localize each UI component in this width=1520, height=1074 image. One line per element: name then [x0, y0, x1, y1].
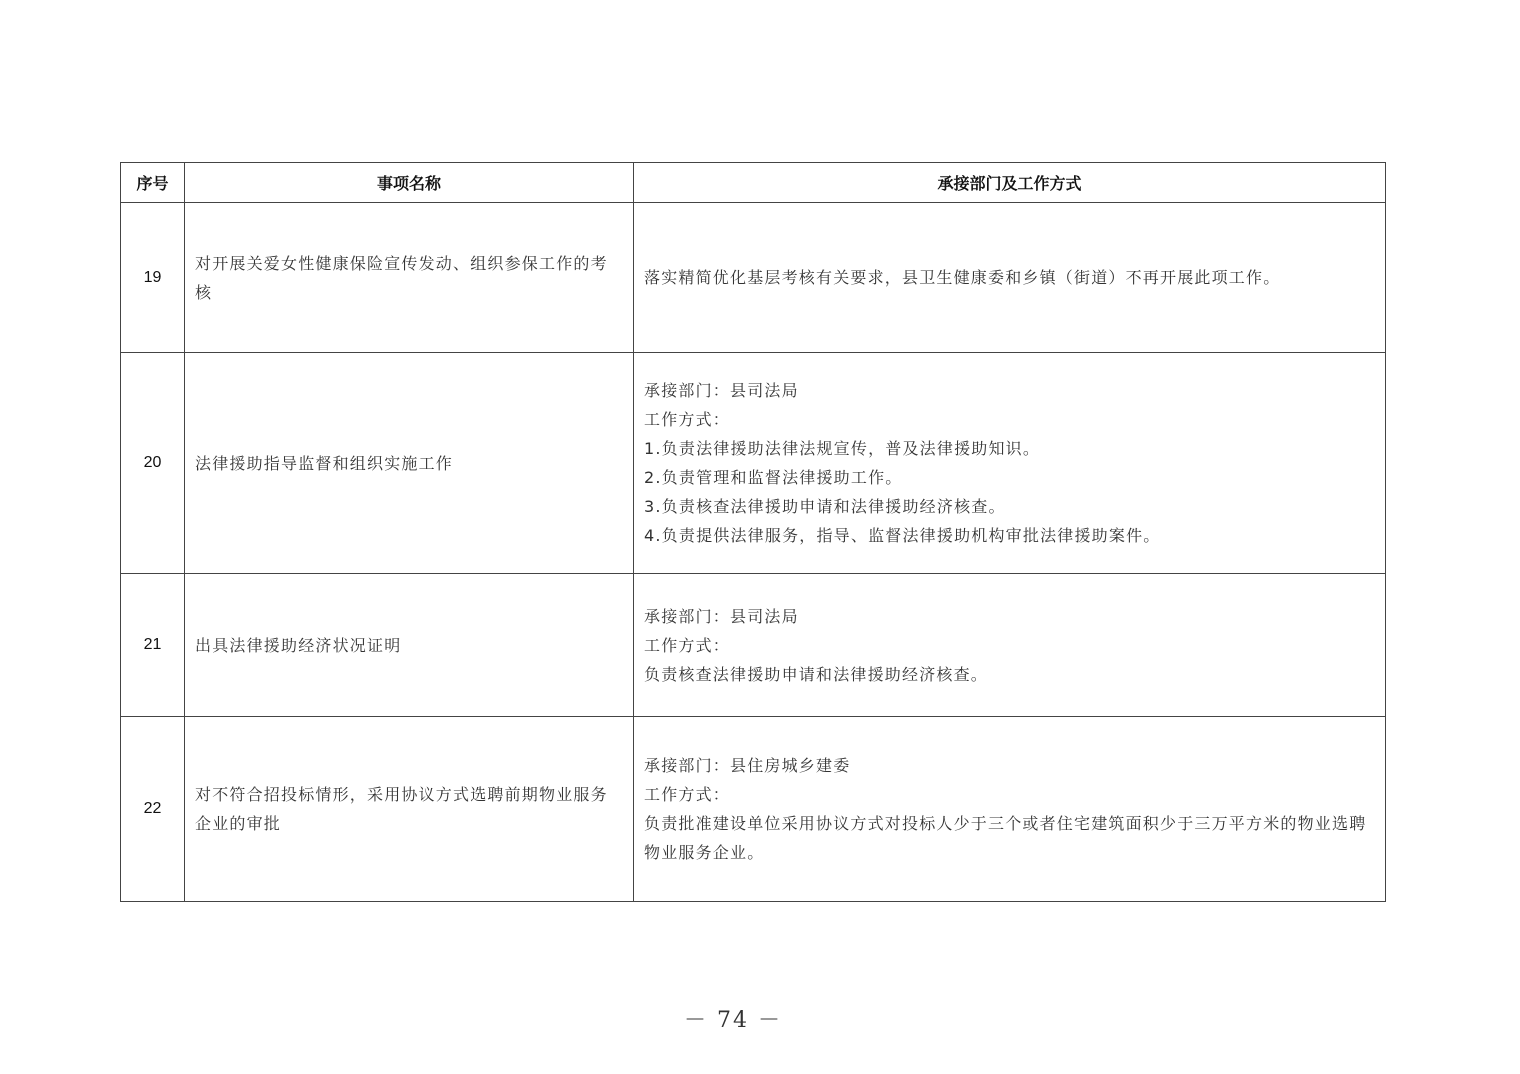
matter-name: 对开展关爱女性健康保险宣传发动、组织参保工作的考核 [185, 203, 634, 353]
table-row [121, 717, 1386, 902]
dept-line: 工作方式： [644, 410, 731, 429]
dept-line: 3.负责核查法律援助申请和法律援助经济核查。 [644, 497, 1006, 516]
row-number: 20 [121, 353, 185, 574]
dept-line: 负责批准建设单位采用协议方式对投标人少于三个或者住宅建筑面积少于三万平方米的物业选聘物业服务企业。 [644, 814, 1367, 862]
matter-name: 出具法律援助经济状况证明 [185, 574, 634, 717]
header-no: 序号 [121, 163, 185, 203]
dept-line: 工作方式： [644, 635, 731, 655]
row-number: 22 [121, 717, 185, 902]
matter-name: 法律援助指导监督和组织实施工作 [185, 353, 634, 574]
dept-line: 承接部门：县司法局 [644, 606, 799, 626]
table-row [121, 574, 1386, 717]
dept-line: 负责核查法律援助申请和法律援助经济核查。 [644, 664, 989, 684]
dept-method [634, 203, 1386, 353]
table-row [121, 203, 1386, 353]
row-number: 19 [121, 203, 185, 353]
dept-method [634, 353, 1386, 574]
row-number: 21 [121, 574, 185, 717]
dept-line: 承接部门：县司法局 [644, 381, 799, 400]
dept-line: 工作方式： [644, 785, 731, 804]
dept-line: 4.负责提供法律服务，指导、监督法律援助机构审批法律援助案件。 [644, 526, 1161, 545]
header-dept: 承接部门及工作方式 [634, 163, 1386, 203]
header-name: 事项名称 [185, 163, 634, 203]
dept-line: 2.负责管理和监督法律援助工作。 [644, 468, 903, 487]
dept-line: 承接部门：县住房城乡建委 [644, 756, 851, 775]
dept-method [634, 717, 1386, 902]
dept-line: 落实精简优化基层考核有关要求，县卫生健康委和乡镇（街道）不再开展此项工作。 [644, 268, 1281, 287]
page-number: － 74 － [684, 1008, 782, 1033]
dept-method [634, 574, 1386, 717]
matter-name: 对不符合招投标情形，采用协议方式选聘前期物业服务企业的审批 [185, 717, 634, 902]
header-row [121, 163, 1386, 203]
table-row [121, 353, 1386, 574]
matters-table [120, 162, 1386, 902]
dept-line: 1.负责法律援助法律法规宣传，普及法律援助知识。 [644, 439, 1041, 458]
